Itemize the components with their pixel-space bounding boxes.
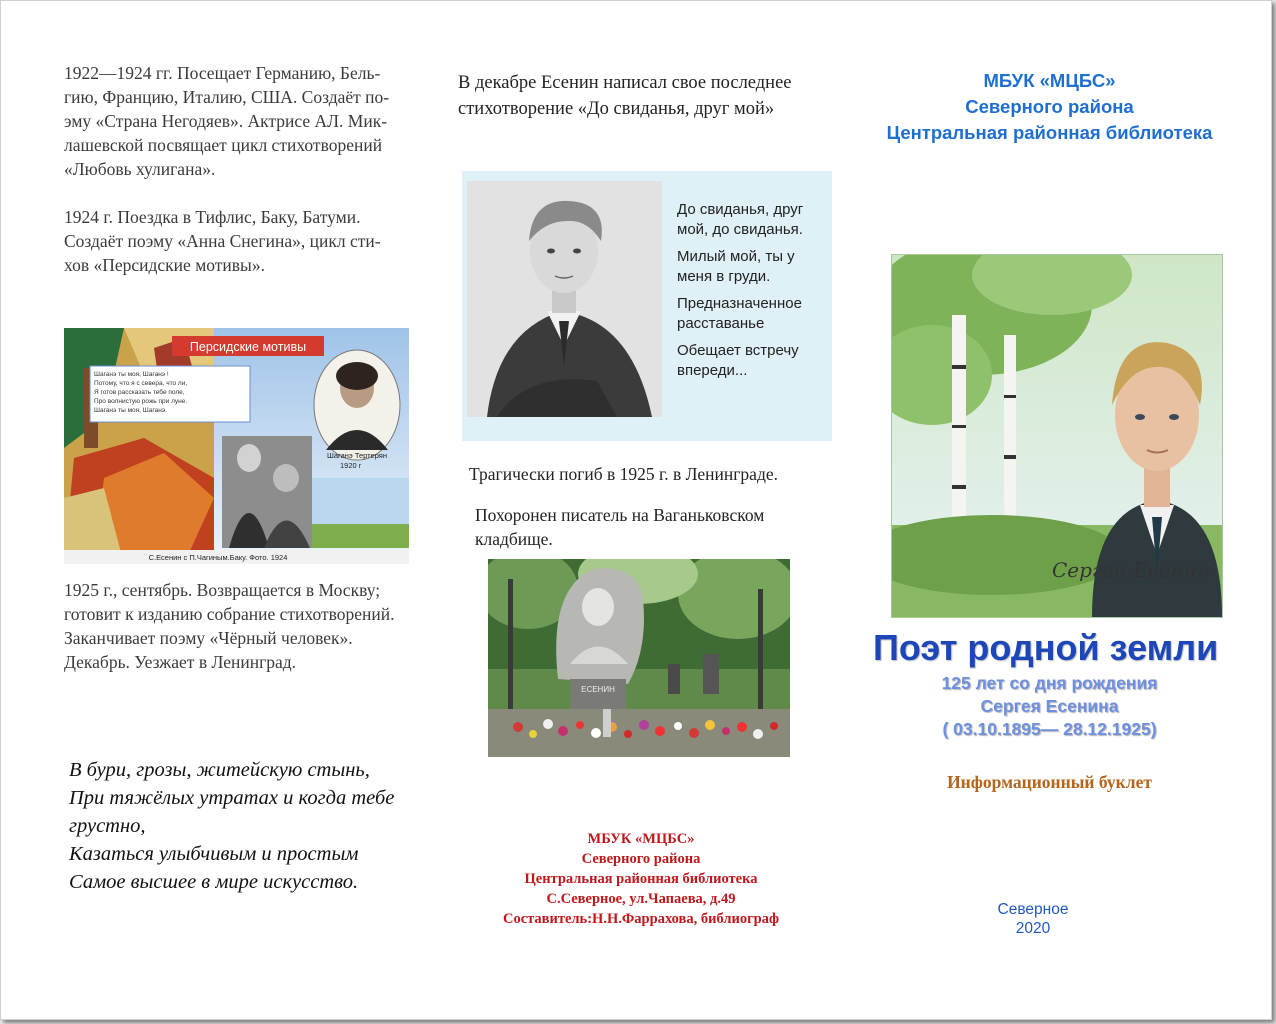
photo-caption: С.Есенин с П.Чагиным.Баку. Фото. 1924	[148, 553, 288, 562]
text-line: Составитель:Н.Н.Фаррахова, библиограф	[502, 911, 780, 927]
booklet-type: Информационный буклет	[947, 772, 1152, 792]
text-line: С.Северное, ул.Чапаева, д.49	[546, 891, 736, 907]
text-line: стихотворение «До свиданья, друг мой»	[458, 99, 775, 119]
portrait-caption: 1920 г	[340, 461, 362, 470]
anniversary-subtitle	[877, 672, 1222, 741]
poem-line: грустно,	[69, 815, 146, 837]
text-line: хов «Персидские мотивы».	[64, 255, 265, 275]
text-line: «Любовь хулигана».	[64, 159, 216, 179]
poem-line: Предназначенное	[677, 295, 802, 312]
poem-line: До свиданья, друг	[677, 201, 804, 218]
text-line: готовит к изданию собрание стихотворений.	[64, 604, 395, 624]
poem-line: Самое высшее в мире искусство.	[69, 871, 359, 893]
banner-text: Персидские мотивы	[189, 340, 307, 354]
text-line: Центральная районная библиотека	[524, 871, 758, 887]
main-title: Поэт родной земли	[873, 627, 1219, 668]
farewell-poem	[677, 200, 827, 388]
text-line: Создаёт поэму «Анна Снегина», цикл сти-	[64, 231, 381, 251]
persian-motifs-illustration	[64, 328, 409, 564]
bio-1924	[64, 205, 414, 277]
text-line: 1922—1924 гг. Посещает Германию, Бель-	[64, 63, 381, 83]
birch-illustration	[892, 255, 1222, 617]
poem-line: мой, до свиданья.	[677, 221, 803, 238]
publisher-info	[471, 829, 811, 929]
poem-line: Шаганэ ты моя, Шаганэ.	[94, 407, 167, 414]
italic-poem	[69, 756, 429, 896]
text-line: Сергея Есенина	[980, 696, 1119, 716]
yesenin-portrait-photo	[467, 181, 662, 417]
text-line: Похоронен писатель на Ваганьковском	[475, 505, 765, 525]
birch-portrait-image	[891, 254, 1223, 618]
poem-line: Казаться улыбчивым и простым	[69, 843, 359, 865]
grave-inscription: ЕСЕНИН	[581, 685, 615, 694]
poem-stanza	[677, 200, 827, 240]
signature: Сергей Есенин	[1052, 558, 1210, 582]
text-line: 1924 г. Поездка в Тифлис, Баку, Батуми.	[64, 207, 361, 227]
text-line: Заканчивает поэму «Чёрный человек».	[64, 628, 353, 648]
place-and-year	[877, 900, 1189, 938]
text-line: Центральная районная библиотека	[886, 122, 1213, 143]
poem-line: Я готов рассказать тебе поле,	[94, 389, 185, 396]
poem-line: В бури, грозы, житейскую стынь,	[69, 759, 370, 781]
bio-1922-1924	[64, 61, 414, 181]
text-line: В декабре Есенин написал свое последнее	[458, 73, 792, 93]
text-line: эму «Страна Негодяев». Актрисе АЛ. Мик-	[64, 111, 388, 131]
burial-text	[475, 503, 805, 551]
last-poem-heading	[458, 70, 828, 122]
text-line: 125 лет со дня рождения	[941, 673, 1158, 693]
year: 2020	[1015, 920, 1051, 937]
persian-motifs-collage	[64, 328, 409, 564]
portrait-caption: Шаганэ Тертерян	[327, 451, 387, 460]
poem-line: Обещает встречу	[677, 342, 799, 359]
text-line: Декабрь. Уезжает в Ленинград.	[64, 652, 297, 672]
poem-line: Потому, что я с севера, что ли,	[94, 380, 188, 387]
poem-line: Шаганэ ты моя, Шаганэ !	[94, 371, 169, 378]
text-line: ( 03.10.1895— 28.12.1925)	[942, 719, 1157, 739]
poem-line: Милый мой, ты у	[677, 248, 795, 265]
text-line: 1925 г., сентябрь. Возвращается в Москву;	[64, 580, 381, 600]
poem-stanza	[677, 247, 827, 287]
poem-line: При тяжёлых утратах и когда тебе	[69, 787, 395, 809]
organization-header	[877, 68, 1222, 146]
grave-photo	[488, 559, 790, 757]
poem-line: меня в груди.	[677, 268, 771, 285]
poem-line: впереди...	[677, 362, 748, 379]
grave-illustration	[488, 559, 790, 757]
place: Северное	[997, 901, 1069, 918]
portrait-illustration	[467, 181, 662, 417]
poem-stanza	[677, 294, 827, 334]
poem-line: Про волнистую рожь при луне.	[94, 398, 188, 405]
text-line: лашевской посвящает цикл стихотворений	[64, 135, 383, 155]
text-line: МБУК «МЦБС»	[587, 831, 695, 847]
poem-stanza	[677, 341, 827, 381]
text-line: гию, Францию, Италию, США. Создаёт по-	[64, 87, 390, 107]
poem-line: расставанье	[677, 315, 765, 332]
tragic-death-text: Трагически погиб в 1925 г. в Ленинграде.	[469, 464, 778, 484]
text-line: Северного района	[965, 96, 1134, 117]
text-line: МБУК «МЦБС»	[983, 70, 1116, 91]
bio-1925	[64, 578, 414, 674]
text-line: Северного района	[581, 851, 701, 867]
text-line: кладбище.	[475, 529, 553, 549]
